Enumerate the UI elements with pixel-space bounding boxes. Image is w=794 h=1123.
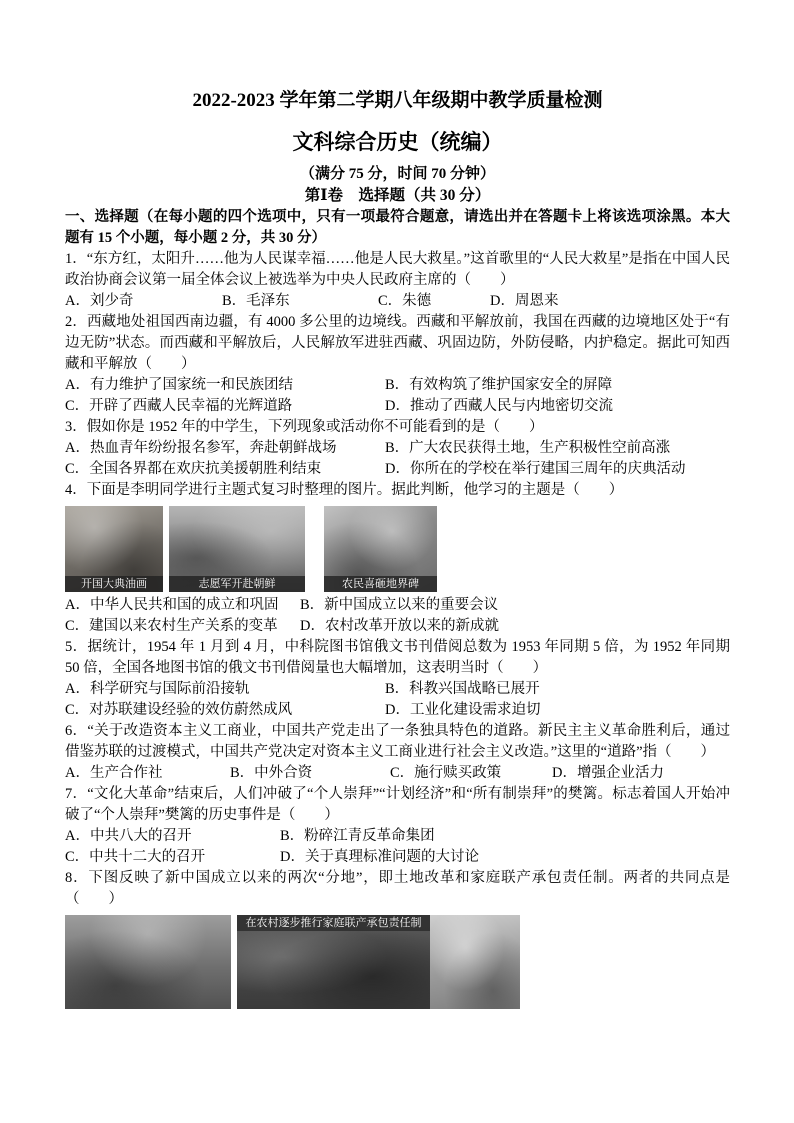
question-6-option-c: C．施行赎买政策 — [390, 765, 502, 781]
question-3-stem: 3．假如你是 1952 年的中学生，下列现象或活动你不可能看到的是（ ） — [65, 419, 544, 435]
question-6 — [65, 721, 730, 784]
question-4-option-a: A．中华人民共和国的成立和巩固 — [65, 597, 279, 613]
question-1-stem: 1．“东方红，太阳升……他为人民谋幸福……他是人民大救星。”这首歌里的“人民大救星”是指在中国人民政治协商会议第一届全体会议上被选举为中央人民政府主席的（ ） — [65, 251, 730, 288]
question-4-option-d: D．农村改革开放以来的新成就 — [300, 618, 499, 634]
question-7-option-c: C．中共十二大的召开 — [65, 849, 206, 865]
question-2-stem: 2．西藏地处祖国西南边疆，有 4000 多公里的边境线。西藏和平解放前，我国在西藏的边境地区处于“有边无防”状态。而西藏和平解放后，人民解放军进驻西藏、巩固边防，外防侵略，内护稳定。据此可知西藏和平解放（ ） — [65, 314, 730, 372]
figure-founding-ceremony-painting — [65, 506, 163, 592]
question-8 — [65, 868, 730, 1009]
exam-score-time-info: （满分 75 分，时间 70 分钟） — [299, 166, 495, 182]
question-5-option-b: B．科教兴国战略已展开 — [385, 681, 540, 697]
figure-caption-founding-ceremony: 开国大典油画 — [65, 576, 163, 592]
question-2-option-d: D．推动了西藏人民与内地密切交流 — [385, 398, 613, 414]
question-3-option-b: B．广大农民获得土地，生产积极性空前高涨 — [385, 440, 671, 456]
question-3-option-c: C．全国各界都在欢庆抗美援朝胜利结束 — [65, 461, 322, 477]
figure-farmers-working-in-field — [430, 915, 520, 1009]
question-7-option-b: B．粉碎江青反革命集团 — [280, 828, 435, 844]
figure-volunteers-to-korea — [169, 506, 305, 592]
question-4-options — [65, 595, 730, 637]
question-7-option-a: A．中共八大的召开 — [65, 828, 192, 844]
section-1-instruction: 一、选择题（在每小题的四个选项中，只有一项最符合题意，请选出并在答题卡上将该选项涂黑。本大题有 15 个小题，每小题 2 分，共 30 分） — [65, 209, 730, 246]
question-5-option-a: A．科学研究与国际前沿接轨 — [65, 681, 250, 697]
question-5 — [65, 637, 730, 721]
figure-household-contract-responsibility — [237, 915, 430, 1009]
question-3-option-a: A．热血青年纷纷报名参军，奔赴朝鲜战场 — [65, 440, 337, 456]
figure-farmers-smashing-boundary-marker — [324, 506, 437, 592]
question-6-option-b: B．中外合资 — [230, 765, 313, 781]
question-3-options — [65, 438, 730, 480]
question-7-option-d: D．关于真理标准问题的大讨论 — [280, 849, 479, 865]
question-1 — [65, 249, 730, 312]
question-5-stem: 5．据统计，1954 年 1 月到 4 月，中科院图书馆俄文书刊借阅总数为 1953 年同期 5 倍，为 1952 年同期 50 倍，全国各地图书馆的俄文书刊借阅量也大幅增加，这表明当时（ ） — [65, 639, 730, 676]
question-7-stem: 7．“文化大革命”结束后，人们冲破了“个人崇拜”“计划经济”和“所有制崇拜”的樊篱。标志着国人开始冲破了“个人崇拜”樊篱的历史事件是（ ） — [65, 786, 730, 823]
question-1-options — [65, 291, 730, 312]
question-6-option-a: A．生产合作社 — [65, 765, 163, 781]
figure-caption-volunteers: 志愿军开赴朝鲜 — [169, 576, 305, 592]
question-5-options — [65, 679, 730, 721]
question-8-figures — [65, 915, 730, 1009]
question-4-figures — [65, 506, 730, 592]
question-2 — [65, 312, 730, 417]
question-1-option-d: D．周恩来 — [490, 293, 559, 309]
question-8-stem: 8．下图反映了新中国成立以来的两次“分地”，即土地改革和家庭联产承包责任制。两者的共同点是（ ） — [65, 870, 730, 907]
question-1-option-a: A．刘少奇 — [65, 293, 134, 309]
question-3-option-d: D．你所在的学校在举行建国三周年的庆典活动 — [385, 461, 686, 477]
exam-subtitle: 文科综合历史（统编） — [292, 130, 503, 154]
question-2-options — [65, 375, 730, 417]
exam-title: 2022-2023 学年第二学期八年级期中教学质量检测 — [192, 90, 603, 111]
question-5-option-d: D．工业化建设需求迫切 — [385, 702, 541, 718]
question-2-option-b: B．有效构筑了维护国家安全的屏障 — [385, 377, 613, 393]
question-2-option-a: A．有力维护了国家统一和民族团结 — [65, 377, 293, 393]
question-4 — [65, 480, 730, 637]
question-1-option-c: C．朱德 — [378, 293, 432, 309]
figure-caption-farmers: 农民喜砸地界碑 — [324, 576, 437, 592]
question-7 — [65, 784, 730, 868]
question-6-option-d: D．增强企业活力 — [552, 765, 664, 781]
question-6-options — [65, 763, 730, 784]
question-5-option-c: C．对苏联建设经验的效仿蔚然成风 — [65, 702, 293, 718]
question-4-option-b: B．新中国成立以来的重要会议 — [300, 597, 499, 613]
section-1-header: 第Ⅰ卷 选择题（共 30 分） — [304, 187, 491, 204]
question-1-option-b: B．毛泽东 — [222, 293, 290, 309]
question-4-stem: 4．下面是李明同学进行主题式复习时整理的图片。据此判断，他学习的主题是（ ） — [65, 482, 624, 498]
figure-land-reform-crowd — [65, 915, 231, 1009]
question-2-option-c: C．开辟了西藏人民幸福的光辉道路 — [65, 398, 293, 414]
figure-caption-household-responsibility: 在农村逐步推行家庭联产承包责任制 — [237, 915, 430, 931]
question-6-stem: 6．“关于改造资本主义工商业，中国共产党走出了一条独具特色的道路。新民主主义革命胜利后，通过借鉴苏联的过渡模式，中国共产党决定对资本主义工商业进行社会主义改造。”这里的“道路”指（ ） — [65, 723, 730, 760]
question-4-option-c: C．建国以来农村生产关系的变革 — [65, 618, 278, 634]
question-3 — [65, 417, 730, 480]
question-7-options — [65, 826, 730, 868]
